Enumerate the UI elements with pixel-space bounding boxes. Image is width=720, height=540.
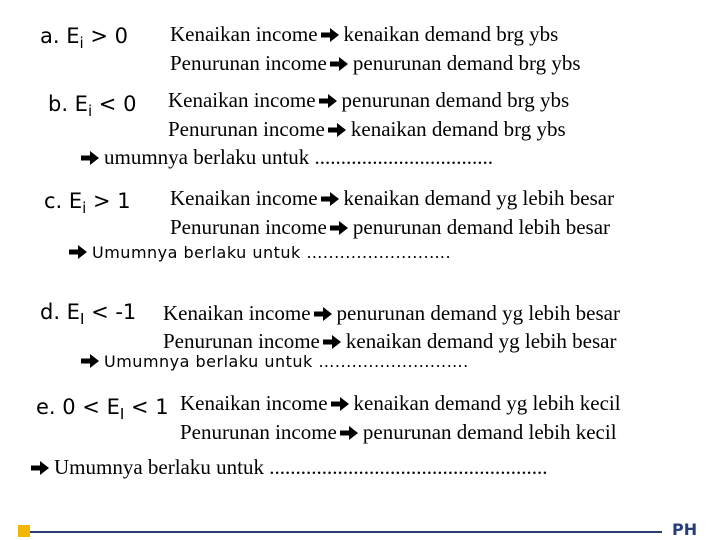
arrow-right-icon <box>322 334 342 350</box>
b-line-1: Kenaikan income penurunan demand brg ybs <box>168 88 570 112</box>
arrow-right-icon <box>80 150 100 166</box>
e-line-1: Kenaikan income kenaikan demand yg lebih kecil <box>180 391 621 415</box>
d-line-1: Kenaikan income penurunan demand yg lebih besar <box>163 301 620 325</box>
footer-logo: PH <box>672 520 698 539</box>
a-line-2: Penurunan income penurunan demand brg ybs <box>170 51 581 75</box>
label-a: a. $E_i > 0$ <box>40 24 128 52</box>
arrow-right-icon <box>329 56 349 72</box>
arrow-right-icon <box>313 306 333 322</box>
label-d: d. $E_I < -1$ <box>40 300 137 328</box>
b-note: umumnya berlaku untuk .................................. <box>78 145 493 170</box>
footer-accent-square <box>18 525 30 537</box>
d-line-2: Penurunan income kenaikan demand yg lebih besar <box>163 329 617 353</box>
arrow-right-icon <box>320 191 340 207</box>
arrow-right-icon <box>68 244 88 260</box>
a-line-1: Kenaikan income kenaikan demand brg ybs <box>170 22 559 46</box>
c-line-2: Penurunan income penurunan demand lebih besar <box>170 215 611 239</box>
c-line-1: Kenaikan income kenaikan demand yg lebih besar <box>170 186 615 210</box>
label-c: c. $E_i > 1$ <box>44 189 131 217</box>
c-note: Umumnya berlaku untuk …...................…. <box>66 243 451 262</box>
arrow-right-icon <box>339 425 359 441</box>
d-note: Umumnya berlaku untuk …....................…. <box>78 352 469 371</box>
b-line-2: Penurunan income kenaikan demand brg ybs <box>168 117 566 141</box>
footer-divider <box>30 531 662 533</box>
arrow-right-icon <box>330 396 350 412</box>
e-line-2: Penurunan income penurunan demand lebih kecil <box>180 420 617 444</box>
arrow-right-icon <box>327 122 347 138</box>
arrow-right-icon <box>329 220 349 236</box>
e-note: Umumnya berlaku untuk ..................................................... <box>30 455 547 480</box>
label-b: b. $E_i < 0$ <box>48 92 137 120</box>
arrow-right-icon <box>318 93 338 109</box>
arrow-right-icon <box>320 27 340 43</box>
arrow-right-icon <box>80 353 100 369</box>
label-e: e. $0 < E_I < 1$ <box>36 395 169 423</box>
arrow-right-icon <box>30 460 50 476</box>
